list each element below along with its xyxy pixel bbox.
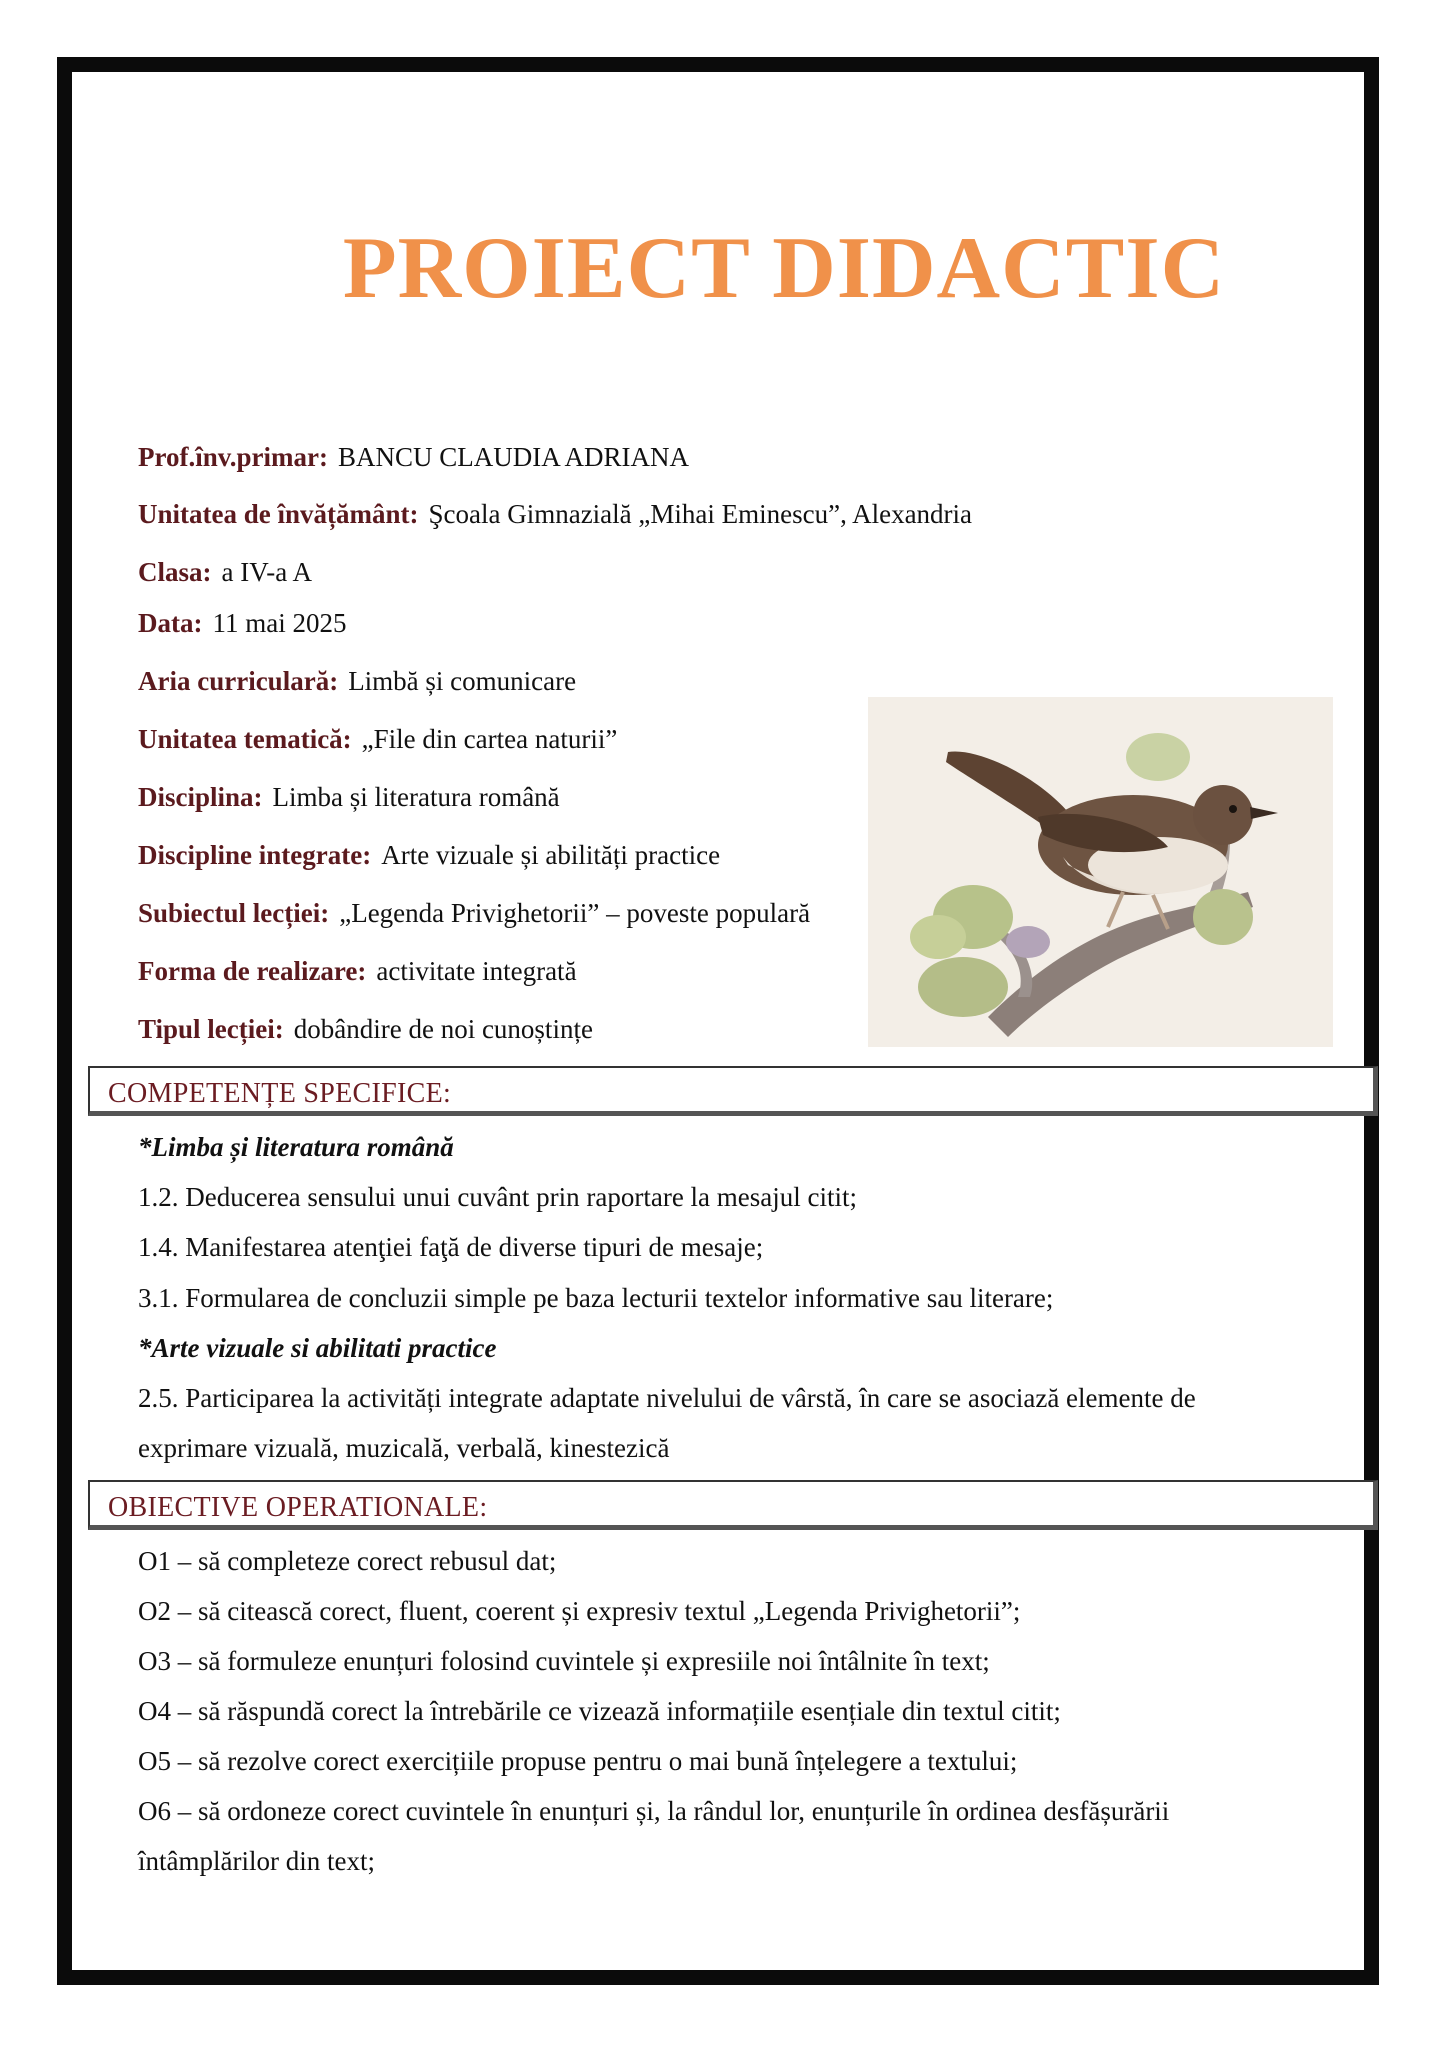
info-label: Discipline integrate: — [138, 840, 372, 870]
info-label: Data: — [138, 608, 203, 638]
info-discipline-integrate — [138, 842, 720, 869]
info-forma — [138, 958, 577, 985]
section-obiective — [88, 1480, 1378, 1530]
info-value: Şcoala Gimnazială „Mihai Eminescu”, Alexandria — [428, 499, 973, 529]
competenta-item-cont: exprimare vizuală, muzicală, verbală, kinestezică — [138, 1433, 670, 1463]
obiectiv-item: O2 – să citească corect, fluent, coerent și expresiv textul „Legenda Privighetorii”; — [138, 1596, 1021, 1626]
info-value: Limbă și comunicare — [348, 666, 577, 696]
info-value: BANCU CLAUDIA ADRIANA — [337, 442, 689, 472]
info-label: Prof.înv.primar: — [138, 442, 328, 472]
info-value: a IV-a A — [221, 557, 312, 587]
info-value: dobândire de noi cunoștințe — [293, 1014, 593, 1044]
obiectiv-item: O1 – să completeze corect rebusul dat; — [138, 1546, 557, 1576]
info-label: Unitatea tematică: — [138, 724, 352, 754]
info-label: Unitatea de învățământ: — [138, 499, 419, 529]
info-label: Forma de realizare: — [138, 956, 367, 986]
competenta-item: 2.5. Participarea la activități integrate adaptate nivelului de vârstă, în care se asociază elemente de — [138, 1383, 1196, 1413]
info-disciplina — [138, 784, 560, 811]
info-unitate — [138, 501, 972, 528]
obiectiv-item: O4 – să răspundă corect la întrebările ce vizează informațiile esențiale din textul citit; — [138, 1696, 1061, 1726]
info-prof — [138, 444, 689, 471]
info-value: 11 mai 2025 — [212, 608, 347, 638]
info-subiect — [138, 900, 810, 927]
info-label: Tipul lecției: — [138, 1014, 284, 1044]
competenta-item: 1.2. Deducerea sensului unui cuvânt prin raportare la mesajul citit; — [138, 1182, 858, 1212]
page-title: PROIECT DIDACTIC — [342, 220, 1226, 317]
info-value: „Legenda Privighetorii” – poveste populară — [339, 898, 811, 928]
info-label: Aria curriculară: — [138, 666, 339, 696]
obiectiv-item-cont: întâmplărilor din text; — [138, 1846, 375, 1876]
obiectiv-item: O5 – să rezolve corect exercițiile propuse pentru o mai bună înțelegere a textului; — [138, 1746, 1018, 1776]
nightingale-illustration — [868, 697, 1333, 1047]
section-heading: COMPETENȚE SPECIFICE: — [108, 1078, 452, 1109]
subheading-limba: *Limba și literatura română — [138, 1132, 454, 1162]
info-aria — [138, 668, 576, 695]
obiectiv-item: O3 – să formuleze enunțuri folosind cuvintele și expresiile noi întâlnite în text; — [138, 1646, 990, 1676]
competenta-item: 1.4. Manifestarea atenţiei faţă de diverse tipuri de mesaje; — [138, 1232, 764, 1262]
nightingale-drawing — [868, 697, 1333, 1047]
info-value: „File din cartea naturii” — [361, 724, 618, 754]
info-value: Limba și literatura română — [272, 782, 560, 812]
competenta-item: 3.1. Formularea de concluzii simple pe baza lecturii textelor informative sau literare; — [138, 1283, 1054, 1313]
info-label: Clasa: — [138, 557, 212, 587]
info-unitate-tematica — [138, 726, 617, 753]
info-label: Disciplina: — [138, 782, 263, 812]
info-data — [138, 610, 346, 637]
section-competente — [88, 1066, 1378, 1116]
info-value: activitate integrată — [376, 956, 577, 986]
obiectiv-item: O6 – să ordoneze corect cuvintele în enunțuri și, la rândul lor, enunțurile în ordinea desfășurării — [138, 1796, 1170, 1826]
info-value: Arte vizuale și abilități practice — [381, 840, 721, 870]
subheading-arte: *Arte vizuale si abilitati practice — [138, 1333, 497, 1363]
info-label: Subiectul lecției: — [138, 898, 330, 928]
info-clasa — [138, 559, 312, 586]
section-heading: OBIECTIVE OPERATIONALE: — [108, 1492, 488, 1523]
info-tipul — [138, 1016, 593, 1043]
